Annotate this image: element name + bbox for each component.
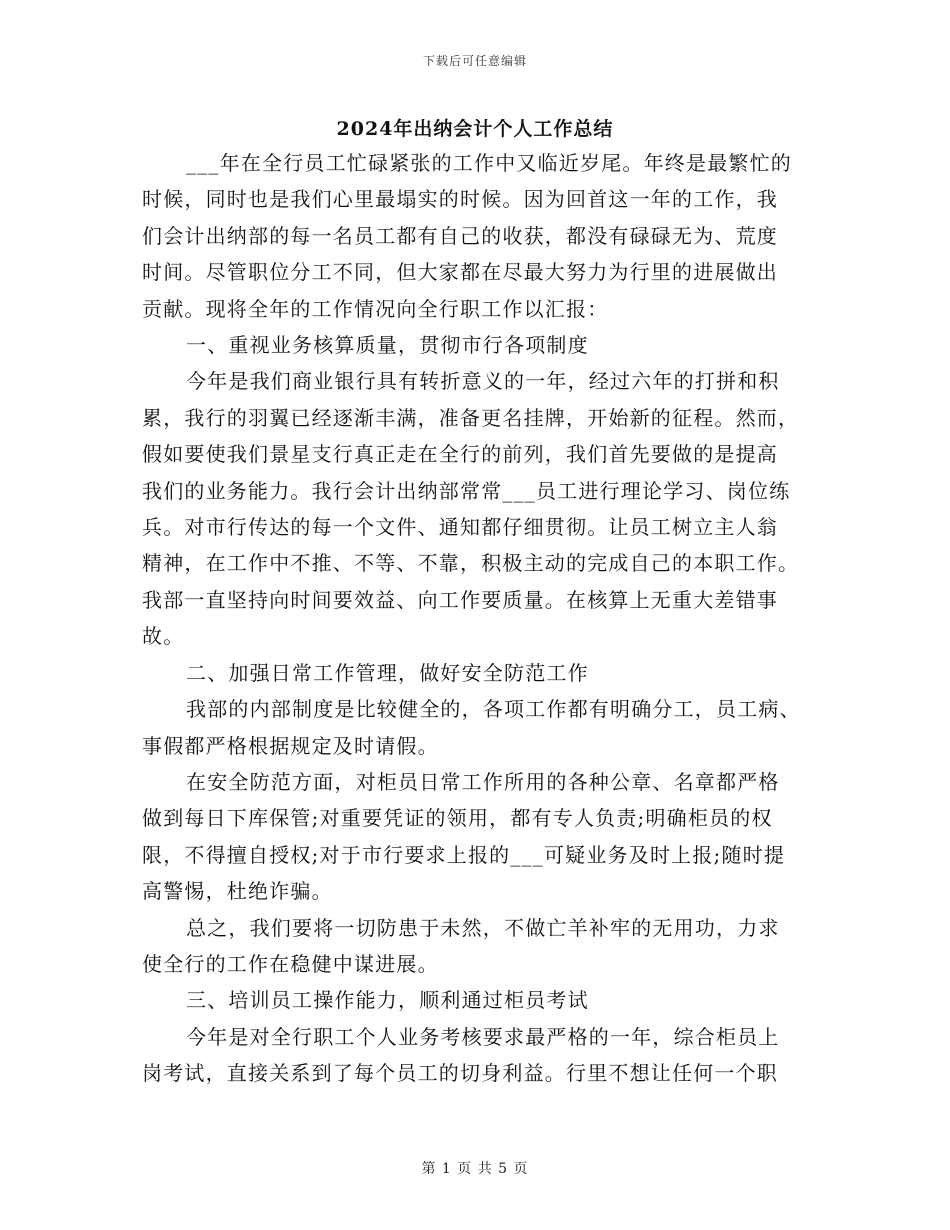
page-header-note: 下载后可任意编辑 xyxy=(422,54,527,68)
section-heading-text: 三、培训员工操作能力，顺利通过柜员考试 xyxy=(186,988,589,1013)
text-line: ___年在全行员工忙碌紧张的工作中又临近岁尾。年终是最繁忙的 xyxy=(186,151,792,175)
text-line: 们会计出纳部的每一名员工都有自己的收获，都没有碌碌无为、荒度 xyxy=(142,223,778,248)
text-line: 精神，在工作中不推、不等、不靠，积极主动的完成自己的本职工作。 xyxy=(142,551,800,576)
text-line: 使全行的工作在稳健中谋进展。 xyxy=(142,951,439,976)
text-line: 兵。对市行传达的每一个文件、通知都仔细贯彻。让员工树立主人翁 xyxy=(142,515,778,540)
text-line: 限，不得擅自授权;对于市行要求上报的___可疑业务及时上报;随时提 xyxy=(142,842,786,867)
text-line: 今年是我们商业银行具有转折意义的一年，经过六年的打拼和积 xyxy=(186,369,780,394)
document-body xyxy=(142,145,812,1092)
section-heading-2 xyxy=(142,655,812,691)
section-heading-1 xyxy=(142,327,812,363)
page-footer-pagination: 第 1 页 共 5 页 xyxy=(421,1161,529,1177)
text-line: 故。 xyxy=(142,624,185,649)
paragraph-intro xyxy=(142,145,812,327)
text-line: 累，我行的羽翼已经逐渐丰满，准备更名挂牌，开始新的征程。然而， xyxy=(142,405,800,430)
section-heading-3 xyxy=(142,982,812,1018)
text-line: 总之，我们要将一切防患于未然，不做亡羊补牢的无用功，力求 xyxy=(186,915,780,940)
section-heading-text: 二、加强日常工作管理，做好安全防范工作 xyxy=(186,660,589,685)
paragraph-section-2b xyxy=(142,764,812,910)
text-line: 我部一直坚持向时间要效益、向工作要质量。在核算上无重大差错事 xyxy=(142,587,778,612)
text-line: 今年是对全行职工个人业务考核要求最严格的一年，综合柜员上 xyxy=(186,1024,780,1049)
text-line: 我部的内部制度是比较健全的，各项工作都有明确分工，员工病、 xyxy=(186,697,801,722)
section-heading-text: 一、重视业务核算质量，贯彻市行各项制度 xyxy=(186,333,589,358)
paragraph-section-2a xyxy=(142,691,812,764)
paragraph-section-3 xyxy=(142,1019,812,1092)
text-line: 贡献。现将全年的工作情况向全行职工作以汇报： xyxy=(142,296,609,321)
text-line: 我们的业务能力。我行会计出纳部常常___员工进行理论学习、岗位练 xyxy=(142,478,791,503)
text-line: 岗考试，直接关系到了每个员工的切身利益。行里不想让任何一个职 xyxy=(142,1061,778,1086)
text-line: 时候，同时也是我们心里最塌实的时候。因为回首这一年的工作，我 xyxy=(142,187,778,212)
paragraph-section-2c xyxy=(142,910,812,983)
paragraph-section-1 xyxy=(142,363,812,654)
text-line: 假如要使我们景星支行真正走在全行的前列，我们首先要做的是提高 xyxy=(142,442,778,467)
text-line: 做到每日下库保管;对重要凭证的领用，都有专人负责;明确柜员的权 xyxy=(142,806,773,831)
text-line: 高警惕，杜绝诈骗。 xyxy=(142,879,333,904)
text-line: 时间。尽管职位分工不同，但大家都在尽最大努力为行里的进展做出 xyxy=(142,260,778,285)
text-line: 事假都严格根据规定及时请假。 xyxy=(142,733,439,758)
document-title: 2024年出纳会计个人工作总结 xyxy=(336,118,614,140)
text-line: 在安全防范方面，对柜员日常工作所用的各种公章、名章都严格 xyxy=(186,769,780,794)
